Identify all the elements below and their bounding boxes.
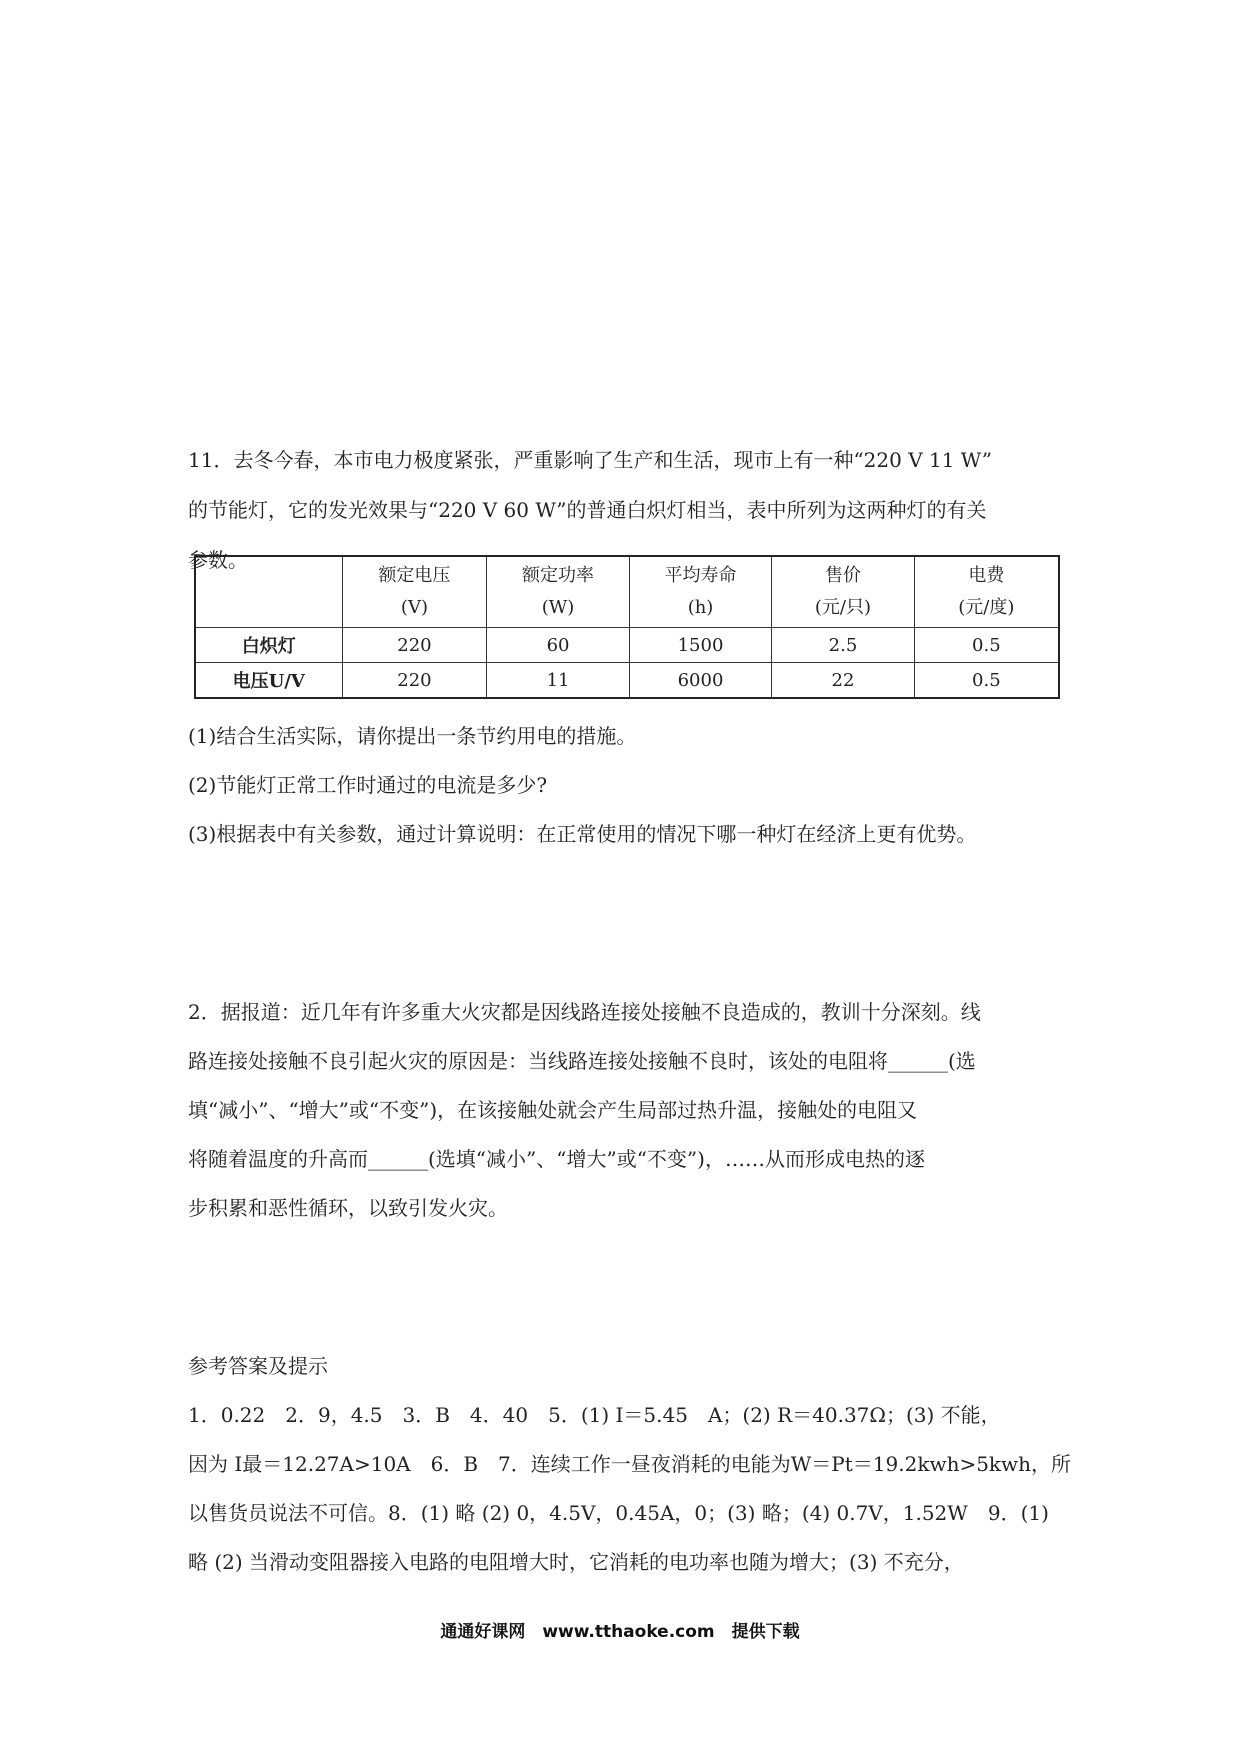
table-cell: 22	[772, 663, 914, 699]
table-header-cell: 额定功率 (W)	[487, 556, 629, 628]
answer-line: 略 (2) 当滑动变阻器接入电路的电阻增大时，它消耗的电功率也随为增大；(3) 不充分，	[188, 1550, 964, 1574]
table-cell: 11	[487, 663, 629, 699]
answer-line: 因为 I最＝12.27A>10A 6．B 7．连续工作一昼夜消耗的电能为W＝Pt＝19.2kwh>5kwh，所	[188, 1452, 1072, 1476]
question-11-line: 11．去冬今春，本市电力极度紧张，严重影响了生产和生活，现市上有一种“220 V 11 W”	[188, 448, 992, 472]
question-11-line: 的节能灯，它的发光效果与“220 V 60 W”的普通白炽灯相当，表中所列为这两种灯的有关	[188, 498, 987, 522]
table-cell: 1500	[629, 628, 771, 663]
table-row-label: 白炽灯	[195, 628, 342, 663]
table-row-label: 电压U/V	[195, 663, 342, 699]
answer-line: 以售货员说法不可信。8．(1) 略 (2) 0，4.5V，0.45A，0；(3) 略；(4) 0.7V，1.52W 9．(1)	[188, 1501, 1049, 1525]
table-cell: 0.5	[914, 628, 1059, 663]
table-header-row	[195, 556, 1059, 628]
question-2-line: 路连接处接触不良引起火灾的原因是：当线路连接处接触不良时，该处的电阻将______(选	[188, 1049, 976, 1073]
footer-credit: 通通好课网 www.tthaoke.com 提供下载	[440, 1622, 800, 1642]
sub-questions	[188, 712, 1058, 859]
question-2-line: 将随着温度的升高而______(选填“减小”、“增大”或“不变”)，……从而形成电热的逐	[188, 1147, 925, 1171]
sub-question: (3)根据表中有关参数，通过计算说明：在正常使用的情况下哪一种灯在经济上更有优势。	[188, 822, 977, 846]
table-header-cell: 电费 (元/度)	[914, 556, 1059, 628]
table-cell: 2.5	[772, 628, 914, 663]
table-row	[195, 628, 1059, 663]
question-2-line: 2．据报道：近几年有许多重大火灾都是因线路连接处接触不良造成的，教训十分深刻。线	[188, 1000, 981, 1024]
question-2-line: 填“减小”、“增大”或“不变”)，在该接触处就会产生局部过热升温，接触处的电阻又	[188, 1098, 918, 1122]
answer-line: 1．0.22 2．9，4.5 3．B 4．40 5．(1) I＝5.45 A；(2) R＝40.37Ω；(3) 不能，	[188, 1403, 1001, 1427]
table-cell: 60	[487, 628, 629, 663]
table-cell: 220	[342, 663, 487, 699]
answers-section	[188, 1342, 1072, 1587]
parameter-table	[194, 555, 1060, 699]
table-header-cell: 平均寿命 (h)	[629, 556, 771, 628]
sub-question: (2)节能灯正常工作时通过的电流是多少?	[188, 773, 548, 797]
table-cell: 6000	[629, 663, 771, 699]
sub-question: (1)结合生活实际，请你提出一条节约用电的措施。	[188, 724, 637, 748]
question-2	[188, 988, 1058, 1233]
table-cell: 0.5	[914, 663, 1059, 699]
question-11-line: 参数。	[188, 548, 248, 572]
table-header-cell	[195, 556, 342, 628]
answers-title: 参考答案及提示	[188, 1354, 328, 1378]
table-header-cell: 额定电压 (V)	[342, 556, 487, 628]
question-2-line: 步积累和恶性循环，以致引发火灾。	[188, 1196, 508, 1220]
table-header-cell: 售价 (元/只)	[772, 556, 914, 628]
table-cell: 220	[342, 628, 487, 663]
table-row	[195, 663, 1059, 699]
